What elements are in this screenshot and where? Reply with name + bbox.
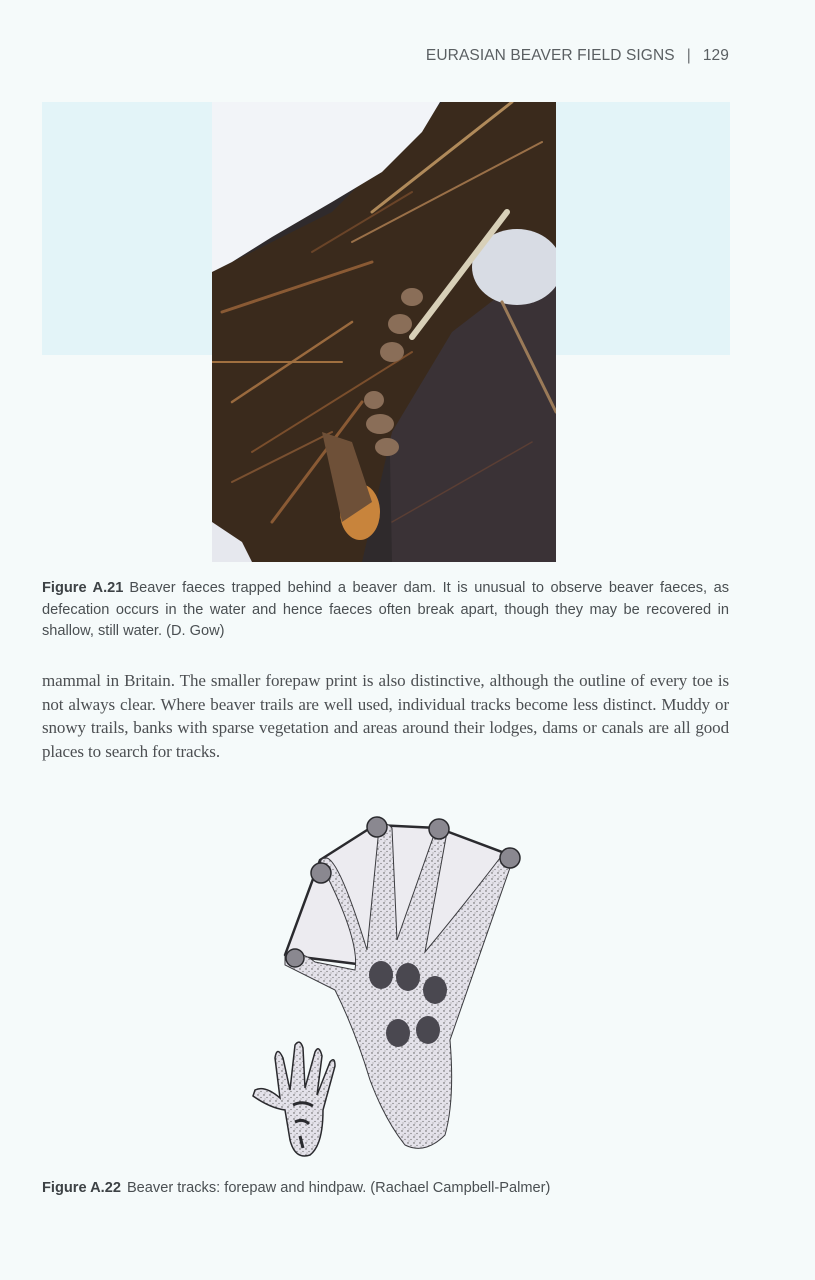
- figure-a22-caption-text: Beaver tracks: forepaw and hindpaw. (Rachael Campbell-Palmer): [126, 1180, 551, 1196]
- figure-a22-drawing: [245, 800, 535, 1160]
- page-number: 129: [702, 47, 729, 64]
- body-paragraph: mammal in Britain. The smaller forepaw print is also distinctive, although the outline of every toe is not always clear. Where beaver trails are well used, individual tracks become less distinct. Muddy or snowy trails, banks with sparse vegetation and areas around their lodges, dams or canals are all good places to search for tracks.: [42, 671, 729, 761]
- running-head-separator: |: [686, 47, 691, 64]
- figure-a21-caption: [42, 578, 729, 643]
- figure-a22-label: Figure A.22: [42, 1180, 121, 1196]
- running-head: [426, 47, 729, 65]
- figure-a21-photo: [212, 102, 556, 562]
- figure-a21-caption-text: Beaver faeces trapped behind a beaver dam. It is unusual to observe beaver faeces, as defecation occurs in the water and hence faeces often break apart, though they may be recovered in shallow, still water. (D. Gow): [42, 580, 729, 639]
- figure-a22-caption: [42, 1178, 729, 1200]
- running-head-title: EURASIAN BEAVER FIELD SIGNS: [425, 47, 675, 64]
- figure-a21-label: Figure A.21: [42, 580, 124, 596]
